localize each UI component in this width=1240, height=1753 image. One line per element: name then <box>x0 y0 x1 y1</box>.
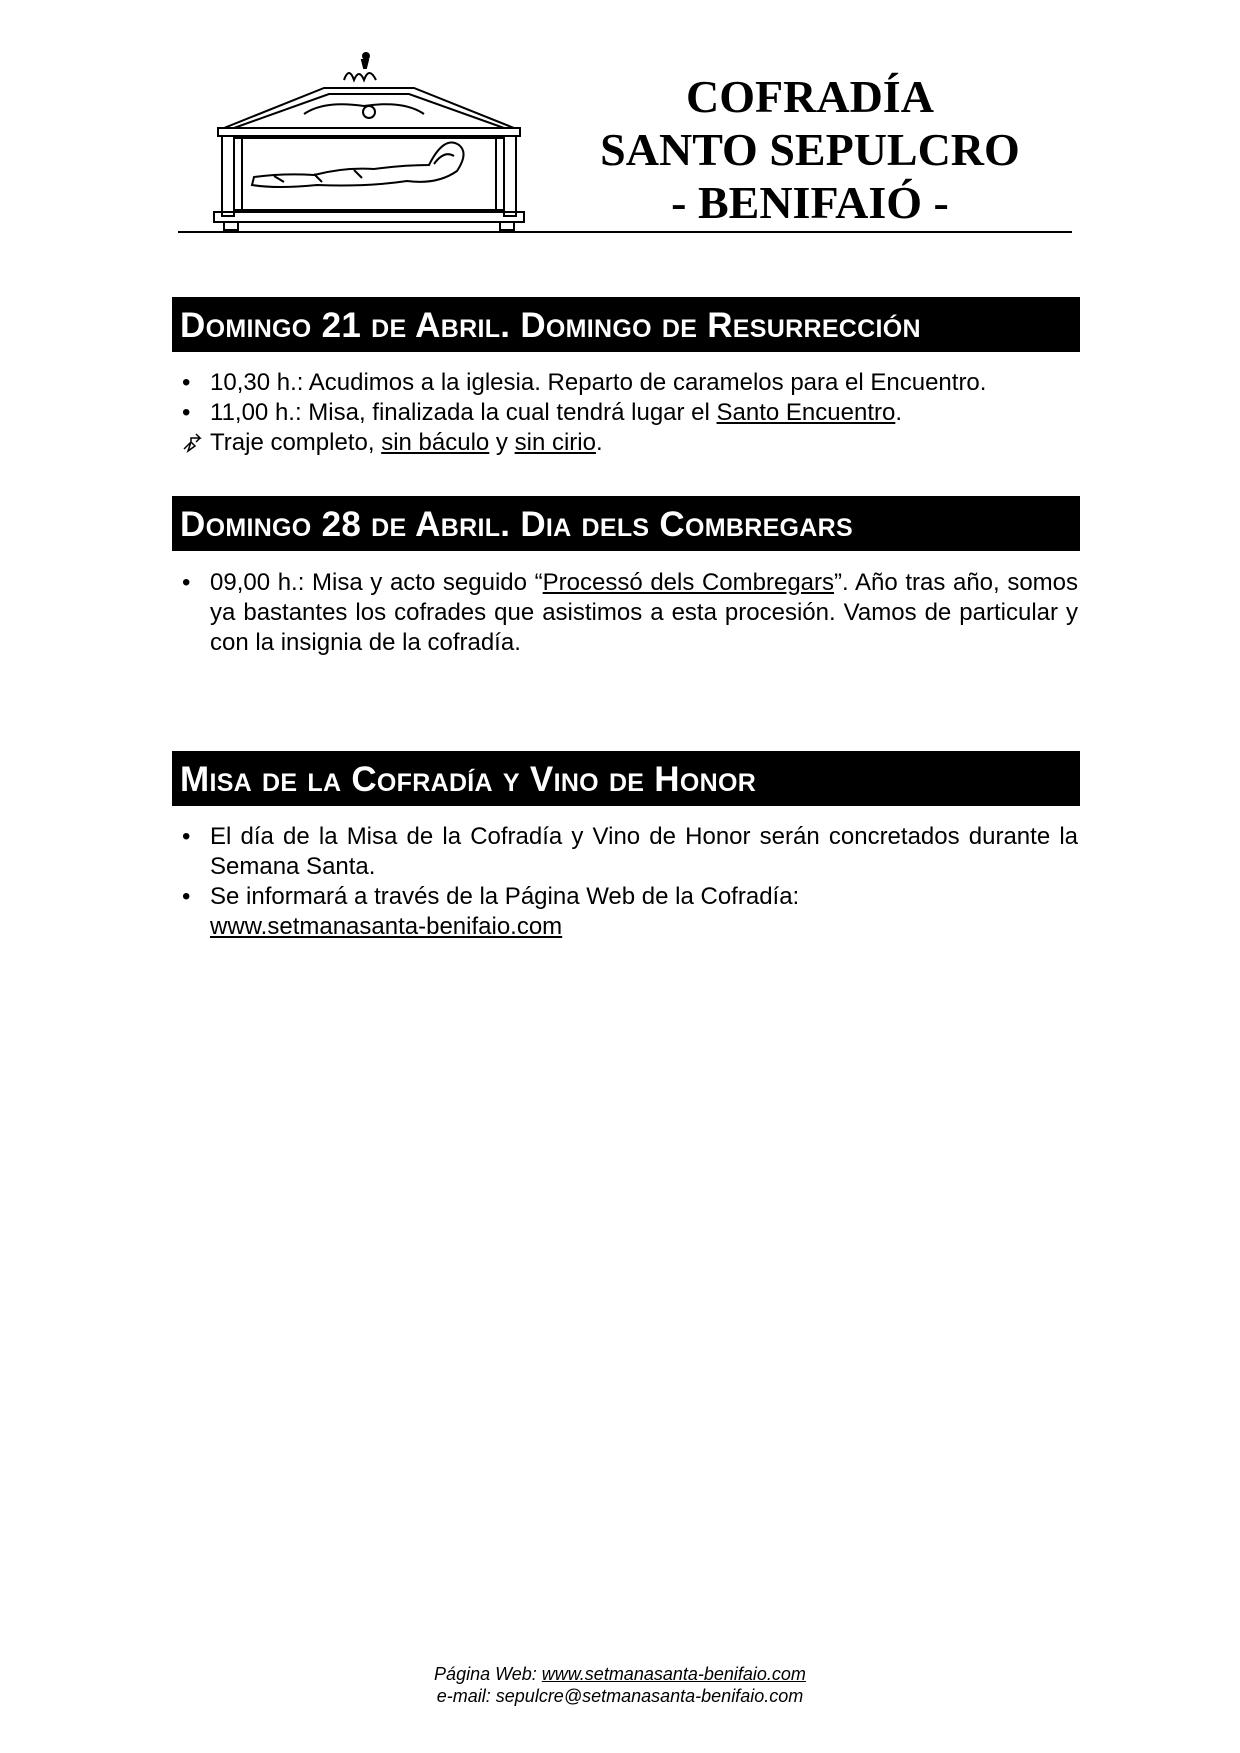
website-link[interactable]: www.setmanasanta-benifaio.com <box>210 913 563 940</box>
page-title <box>560 70 1060 229</box>
item-text: ”. Año tras año, somos ya bastantes los cofrades que asistimos a esta procesión. Vamos de particular y con la insignia de la cofradía. <box>210 569 1079 656</box>
pointing-hand-icon <box>182 428 202 458</box>
list-item <box>178 882 1078 942</box>
title-line: COFRADÍA <box>686 71 934 122</box>
item-text: . <box>595 429 603 456</box>
section-heading: Misa de la Cofradía y Vino de Honor <box>172 751 1080 806</box>
list-item <box>178 568 1078 658</box>
footer-email[interactable]: sepulcre@setmanasanta-benifaio.com <box>495 1686 804 1706</box>
list-item <box>178 398 1078 428</box>
underlined-text: sin báculo <box>381 429 490 456</box>
footer-email-label: e-mail: <box>436 1686 496 1706</box>
section-heading: Domingo 28 de Abril. Dia dels Combregars <box>172 496 1080 551</box>
item-text: El día de la Misa de la Cofradía y Vino de Honor serán concretados durante la Semana Santa. <box>210 823 1078 880</box>
list-item <box>178 368 1078 398</box>
item-text: 10,30 h.: Acudimos a la iglesia. Reparto de caramelos para el Encuentro. <box>210 369 987 396</box>
bullet: • <box>182 399 191 426</box>
underlined-text: sin cirio <box>514 429 596 456</box>
footer-web-label: Página Web: <box>434 1664 542 1684</box>
list-item <box>178 428 1078 458</box>
item-text: 09,00 h.: Misa y acto seguido “ <box>210 569 543 596</box>
title-line: SANTO SEPULCRO <box>600 124 1020 175</box>
bullet: • <box>182 883 191 910</box>
section-list <box>178 822 1078 942</box>
bullet: • <box>182 369 191 396</box>
footer-web-link[interactable]: www.setmanasanta-benifaio.com <box>541 1664 806 1684</box>
section-list <box>178 568 1078 658</box>
header-divider <box>178 231 1072 233</box>
underlined-text: Santo Encuentro <box>716 399 896 426</box>
bullet: • <box>182 823 191 850</box>
item-text: . <box>895 399 902 426</box>
underlined-text: Processó dels Combregars <box>542 569 835 596</box>
title-line: - BENIFAIÓ - <box>671 177 949 228</box>
item-text: 11,00 h.: Misa, finalizada la cual tendrá lugar el <box>210 399 717 426</box>
item-text: Traje completo, <box>210 429 382 456</box>
section-list <box>178 368 1078 458</box>
item-text: y <box>489 429 515 456</box>
sepulchre-logo-icon <box>204 52 534 232</box>
list-item <box>178 822 1078 882</box>
section-heading: Domingo 21 de Abril. Domingo de Resurrección <box>172 297 1080 352</box>
page-footer <box>0 1663 1240 1707</box>
bullet: • <box>182 569 191 596</box>
item-text: Se informará a través de la Página Web de la Cofradía: <box>210 883 800 910</box>
